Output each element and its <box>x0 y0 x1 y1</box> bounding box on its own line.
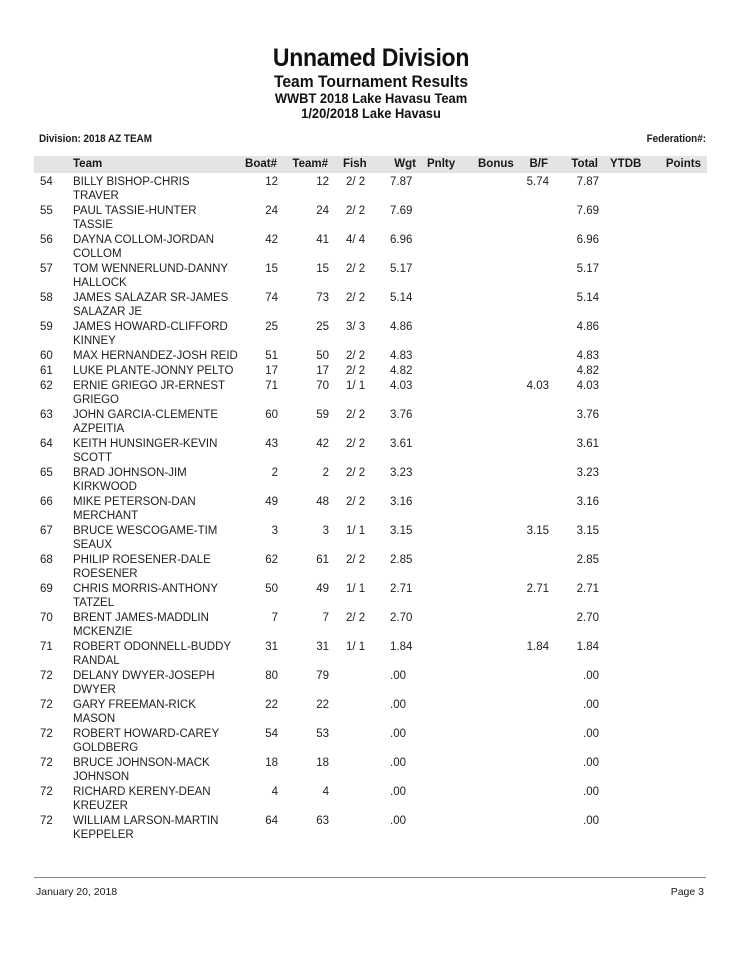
weight-cell: 3.16 <box>390 496 413 508</box>
table-row <box>0 364 742 379</box>
team-name-cell: BRUCE WESCOGAME-TIM SEAUX <box>73 525 218 551</box>
big-fish-cell: 1.84 <box>526 641 549 653</box>
team-name-cell: TOM WENNERLUND-DANNY HALLOCK <box>73 263 228 289</box>
fish-count-cell: 2/ 2 <box>346 612 366 624</box>
team-name-cell: ROBERT ODONNELL-BUDDY RANDAL <box>73 641 231 667</box>
boat-number-cell: 62 <box>265 554 278 566</box>
total-cell: 3.23 <box>576 467 599 479</box>
team-number-cell: 24 <box>316 205 329 217</box>
weight-cell: 3.61 <box>390 438 413 450</box>
place-cell: 63 <box>40 409 53 421</box>
team-number-cell: 59 <box>316 409 329 421</box>
fish-count-cell: 2/ 2 <box>346 438 366 450</box>
team-name-cell: BILLY BISHOP-CHRIS TRAVER <box>73 176 190 202</box>
report-title: Unnamed Division <box>272 44 470 72</box>
team-number-cell: 63 <box>316 815 329 827</box>
boat-number-cell: 50 <box>265 583 278 595</box>
table-row <box>0 204 742 233</box>
team-name-cell: DAYNA COLLOM-JORDAN COLLOM <box>73 234 215 260</box>
event-name: WWBT 2018 Lake Havasu Team <box>274 90 468 106</box>
place-cell: 58 <box>40 292 53 304</box>
boat-number-cell: 7 <box>271 612 278 624</box>
federation-label: Federation#: <box>646 133 706 145</box>
total-cell: 2.71 <box>576 583 599 595</box>
fish-count-cell: 4/ 4 <box>346 234 366 246</box>
total-cell: 3.15 <box>576 525 599 537</box>
big-fish-cell: 4.03 <box>526 380 549 392</box>
place-cell: 60 <box>40 350 53 362</box>
boat-number-cell: 42 <box>265 234 278 246</box>
place-cell: 71 <box>40 641 53 653</box>
table-row <box>0 466 742 495</box>
page-number: Page 3 <box>670 886 704 898</box>
boat-number-cell: 17 <box>265 365 278 377</box>
weight-cell: 4.82 <box>390 365 413 377</box>
total-cell: 2.70 <box>576 612 599 624</box>
table-row <box>0 291 742 320</box>
report-subtitle: Team Tournament Results <box>273 72 469 91</box>
boat-number-cell: 64 <box>265 815 278 827</box>
team-name-cell: GARY FREEMAN-RICK MASON <box>73 699 196 725</box>
total-cell: 3.16 <box>576 496 599 508</box>
fish-count-cell: 3/ 3 <box>346 321 366 333</box>
place-cell: 64 <box>40 438 53 450</box>
boat-number-cell: 49 <box>265 496 278 508</box>
fish-count-cell: 2/ 2 <box>346 409 366 421</box>
team-number-cell: 12 <box>316 176 329 188</box>
boat-number-cell: 2 <box>271 467 278 479</box>
table-row <box>0 640 742 669</box>
total-cell: 3.76 <box>576 409 599 421</box>
column-header-penalty: Pnlty <box>427 158 456 170</box>
boat-number-cell: 80 <box>265 670 278 682</box>
table-row <box>0 408 742 437</box>
weight-cell: 5.17 <box>390 263 413 275</box>
boat-number-cell: 18 <box>265 757 278 769</box>
table-row <box>0 349 742 364</box>
fish-count-cell: 2/ 2 <box>346 263 366 275</box>
total-cell: 4.82 <box>576 365 599 377</box>
team-number-cell: 31 <box>316 641 329 653</box>
event-date-location: 1/20/2018 Lake Havasu <box>301 105 441 121</box>
fish-count-cell: 2/ 2 <box>346 292 366 304</box>
team-number-cell: 61 <box>316 554 329 566</box>
total-cell: 1.84 <box>576 641 599 653</box>
fish-count-cell: 2/ 2 <box>346 176 366 188</box>
weight-cell: .00 <box>390 728 406 740</box>
table-row <box>0 785 742 814</box>
column-header-ytdb: YTDB <box>610 158 642 170</box>
weight-cell: 4.03 <box>390 380 413 392</box>
total-cell: 4.03 <box>576 380 599 392</box>
team-number-cell: 18 <box>316 757 329 769</box>
team-number-cell: 3 <box>322 525 329 537</box>
boat-number-cell: 54 <box>265 728 278 740</box>
total-cell: 7.69 <box>576 205 599 217</box>
place-cell: 70 <box>40 612 53 624</box>
team-number-cell: 17 <box>316 365 329 377</box>
weight-cell: 1.84 <box>390 641 413 653</box>
boat-number-cell: 3 <box>271 525 278 537</box>
total-cell: 3.61 <box>576 438 599 450</box>
total-cell: 5.17 <box>576 263 599 275</box>
big-fish-cell: 3.15 <box>526 525 549 537</box>
place-cell: 61 <box>40 365 53 377</box>
boat-number-cell: 25 <box>265 321 278 333</box>
total-cell: 5.14 <box>576 292 599 304</box>
fish-count-cell: 2/ 2 <box>346 554 366 566</box>
fish-count-cell: 1/ 1 <box>346 641 366 653</box>
team-name-cell: MIKE PETERSON-DAN MERCHANT <box>73 496 196 522</box>
team-number-cell: 73 <box>316 292 329 304</box>
boat-number-cell: 60 <box>265 409 278 421</box>
team-number-cell: 48 <box>316 496 329 508</box>
place-cell: 56 <box>40 234 53 246</box>
results-table-body <box>0 175 742 843</box>
team-number-cell: 2 <box>322 467 329 479</box>
table-row <box>0 553 742 582</box>
boat-number-cell: 71 <box>265 380 278 392</box>
team-name-cell: JOHN GARCIA-CLEMENTE AZPEITIA <box>73 409 219 435</box>
place-cell: 68 <box>40 554 53 566</box>
column-header-bonus: Bonus <box>478 158 514 170</box>
place-cell: 66 <box>40 496 53 508</box>
total-cell: 4.83 <box>576 350 599 362</box>
column-header-team: Team <box>73 158 103 170</box>
table-row <box>0 379 742 408</box>
weight-cell: 2.71 <box>390 583 413 595</box>
weight-cell: .00 <box>390 786 406 798</box>
total-cell: .00 <box>583 699 599 711</box>
weight-cell: 3.15 <box>390 525 413 537</box>
table-row <box>0 669 742 698</box>
fish-count-cell: 1/ 1 <box>346 583 366 595</box>
team-name-cell: PHILIP ROESENER-DALE ROESENER <box>73 554 211 580</box>
total-cell: 4.86 <box>576 321 599 333</box>
fish-count-cell: 2/ 2 <box>346 350 366 362</box>
team-number-cell: 49 <box>316 583 329 595</box>
big-fish-cell: 2.71 <box>526 583 549 595</box>
boat-number-cell: 51 <box>265 350 278 362</box>
boat-number-cell: 74 <box>265 292 278 304</box>
place-cell: 72 <box>40 670 53 682</box>
team-name-cell: ROBERT HOWARD-CAREY GOLDBERG <box>73 728 219 754</box>
team-number-cell: 70 <box>316 380 329 392</box>
table-row <box>0 611 742 640</box>
team-name-cell: DELANY DWYER-JOSEPH DWYER <box>73 670 215 696</box>
table-row <box>0 756 742 785</box>
table-row <box>0 262 742 291</box>
weight-cell: 6.96 <box>390 234 413 246</box>
team-number-cell: 4 <box>322 786 329 798</box>
table-header <box>34 156 707 173</box>
boat-number-cell: 22 <box>265 699 278 711</box>
column-header-team-number: Team# <box>292 158 328 170</box>
weight-cell: .00 <box>390 815 406 827</box>
place-cell: 57 <box>40 263 53 275</box>
team-number-cell: 22 <box>316 699 329 711</box>
team-name-cell: BRENT JAMES-MADDLIN MCKENZIE <box>73 612 209 638</box>
total-cell: .00 <box>583 728 599 740</box>
column-header-boat: Boat# <box>245 158 277 170</box>
table-row <box>0 320 742 349</box>
weight-cell: 4.83 <box>390 350 413 362</box>
total-cell: .00 <box>583 670 599 682</box>
place-cell: 69 <box>40 583 53 595</box>
team-number-cell: 41 <box>316 234 329 246</box>
boat-number-cell: 31 <box>265 641 278 653</box>
place-cell: 55 <box>40 205 53 217</box>
column-header-fish: Fish <box>343 158 367 170</box>
team-number-cell: 42 <box>316 438 329 450</box>
footer-divider <box>34 877 706 878</box>
team-number-cell: 7 <box>322 612 329 624</box>
boat-number-cell: 4 <box>271 786 278 798</box>
boat-number-cell: 15 <box>265 263 278 275</box>
place-cell: 72 <box>40 815 53 827</box>
column-header-total: Total <box>571 158 598 170</box>
column-header-wgt: Wgt <box>394 158 416 170</box>
team-number-cell: 79 <box>316 670 329 682</box>
place-cell: 67 <box>40 525 53 537</box>
weight-cell: 7.87 <box>390 176 413 188</box>
weight-cell: 3.23 <box>390 467 413 479</box>
table-row <box>0 698 742 727</box>
place-cell: 54 <box>40 176 53 188</box>
team-number-cell: 53 <box>316 728 329 740</box>
place-cell: 72 <box>40 786 53 798</box>
table-row <box>0 437 742 466</box>
table-row <box>0 233 742 262</box>
weight-cell: .00 <box>390 699 406 711</box>
boat-number-cell: 24 <box>265 205 278 217</box>
total-cell: 6.96 <box>576 234 599 246</box>
team-name-cell: WILLIAM LARSON-MARTIN KEPPELER <box>73 815 219 841</box>
table-row <box>0 727 742 756</box>
total-cell: 7.87 <box>576 176 599 188</box>
team-number-cell: 25 <box>316 321 329 333</box>
fish-count-cell: 2/ 2 <box>346 467 366 479</box>
fish-count-cell: 2/ 2 <box>346 365 366 377</box>
weight-cell: 2.85 <box>390 554 413 566</box>
table-row <box>0 175 742 204</box>
team-name-cell: BRUCE JOHNSON-MACK JOHNSON <box>73 757 210 783</box>
place-cell: 72 <box>40 757 53 769</box>
team-name-cell: MAX HERNANDEZ-JOSH REID <box>73 350 238 362</box>
team-number-cell: 50 <box>316 350 329 362</box>
team-name-cell: LUKE PLANTE-JONNY PELTO <box>73 365 234 377</box>
division-label: Division: 2018 AZ TEAM <box>39 133 152 145</box>
column-header-points: Points <box>665 158 701 170</box>
weight-cell: 7.69 <box>390 205 413 217</box>
weight-cell: .00 <box>390 670 406 682</box>
weight-cell: 4.86 <box>390 321 413 333</box>
boat-number-cell: 12 <box>265 176 278 188</box>
total-cell: .00 <box>583 757 599 769</box>
total-cell: .00 <box>583 815 599 827</box>
weight-cell: 2.70 <box>390 612 413 624</box>
boat-number-cell: 43 <box>265 438 278 450</box>
column-header-bf: B/F <box>529 158 548 170</box>
team-number-cell: 15 <box>316 263 329 275</box>
team-name-cell: JAMES SALAZAR SR-JAMES SALAZAR JE <box>73 292 229 318</box>
fish-count-cell: 2/ 2 <box>346 205 366 217</box>
team-name-cell: RICHARD KERENY-DEAN KREUZER <box>73 786 211 812</box>
place-cell: 62 <box>40 380 53 392</box>
total-cell: 2.85 <box>576 554 599 566</box>
fish-count-cell: 2/ 2 <box>346 496 366 508</box>
team-name-cell: KEITH HUNSINGER-KEVIN SCOTT <box>73 438 218 464</box>
place-cell: 59 <box>40 321 53 333</box>
weight-cell: 3.76 <box>390 409 413 421</box>
fish-count-cell: 1/ 1 <box>346 525 366 537</box>
team-name-cell: JAMES HOWARD-CLIFFORD KINNEY <box>73 321 228 347</box>
footer-date: January 20, 2018 <box>36 886 118 898</box>
fish-count-cell: 1/ 1 <box>346 380 366 392</box>
place-cell: 65 <box>40 467 53 479</box>
place-cell: 72 <box>40 728 53 740</box>
team-name-cell: CHRIS MORRIS-ANTHONY TATZEL <box>73 583 218 609</box>
weight-cell: .00 <box>390 757 406 769</box>
table-row <box>0 582 742 611</box>
team-name-cell: ERNIE GRIEGO JR-ERNEST GRIEGO <box>73 380 225 406</box>
big-fish-cell: 5.74 <box>526 176 549 188</box>
table-row <box>0 814 742 843</box>
team-name-cell: BRAD JOHNSON-JIM KIRKWOOD <box>73 467 187 493</box>
weight-cell: 5.14 <box>390 292 413 304</box>
table-row <box>0 495 742 524</box>
place-cell: 72 <box>40 699 53 711</box>
table-row <box>0 524 742 553</box>
team-name-cell: PAUL TASSIE-HUNTER TASSIE <box>73 205 197 231</box>
total-cell: .00 <box>583 786 599 798</box>
